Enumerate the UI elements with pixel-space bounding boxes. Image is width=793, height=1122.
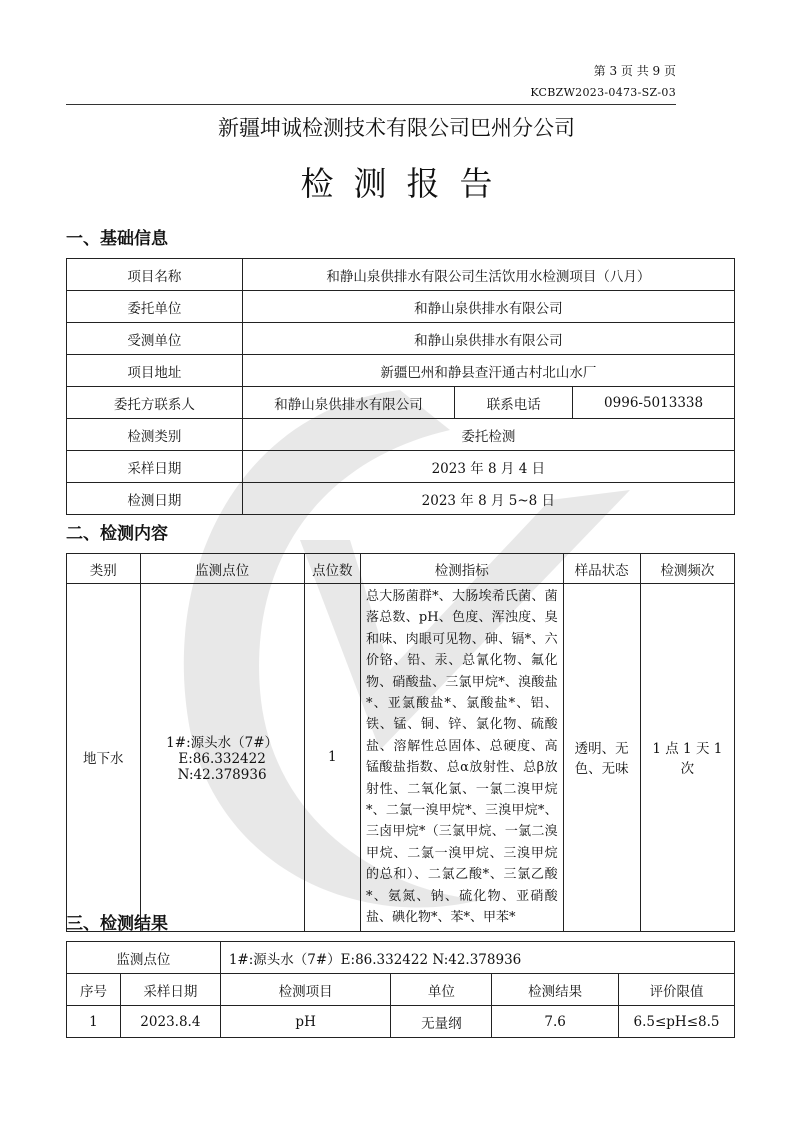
table-row bbox=[67, 942, 735, 974]
result-unit: 无量纲 bbox=[391, 1006, 492, 1038]
test-date-value: 2023 年 8 月 5~8 日 bbox=[242, 483, 734, 515]
tested-unit-label: 受测单位 bbox=[67, 323, 243, 355]
table-row bbox=[67, 387, 735, 419]
table-header-row bbox=[67, 974, 735, 1006]
header-frequency: 检测频次 bbox=[640, 554, 734, 584]
table-row bbox=[67, 451, 735, 483]
result-no: 1 bbox=[67, 1006, 121, 1038]
section2-title: 二、检测内容 bbox=[66, 524, 168, 544]
sample-state-cell: 透明、无色、无味 bbox=[563, 584, 640, 932]
table-row bbox=[67, 584, 735, 932]
header-sample-state: 样品状态 bbox=[563, 554, 640, 584]
test-date-label: 检测日期 bbox=[67, 483, 243, 515]
basic-info-table bbox=[66, 258, 735, 515]
table-row bbox=[67, 1006, 735, 1038]
sample-date-label: 采样日期 bbox=[67, 451, 243, 483]
header-item: 检测项目 bbox=[220, 974, 391, 1006]
page-number: 第 3 页 共 9 页 bbox=[593, 64, 676, 78]
header-result: 检测结果 bbox=[492, 974, 619, 1006]
address-value: 新疆巴州和静县查汗通古村北山水厂 bbox=[242, 355, 734, 387]
sample-date-value: 2023 年 8 月 4 日 bbox=[242, 451, 734, 483]
address-label: 项目地址 bbox=[67, 355, 243, 387]
point-value: 1#:源头水（7#）E:86.332422 N:42.378936 bbox=[220, 942, 734, 974]
test-results-table bbox=[66, 941, 735, 1038]
point-count-cell: 1 bbox=[304, 584, 360, 932]
table-row bbox=[67, 355, 735, 387]
header-no: 序号 bbox=[67, 974, 121, 1006]
company-name: 新疆坤诚检测技术有限公司巴州分公司 bbox=[218, 116, 575, 140]
project-name-label: 项目名称 bbox=[67, 259, 243, 291]
point-line: 1#:源头水（7#） bbox=[166, 735, 279, 752]
point-label: 监测点位 bbox=[67, 942, 221, 974]
header-indicators: 检测指标 bbox=[360, 554, 563, 584]
contact-value: 和静山泉供排水有限公司 bbox=[242, 387, 455, 419]
test-type-value: 委托检测 bbox=[242, 419, 734, 451]
project-name-value: 和静山泉供排水有限公司生活饮用水检测项目（八月） bbox=[242, 259, 734, 291]
client-value: 和静山泉供排水有限公司 bbox=[242, 291, 734, 323]
table-row bbox=[67, 419, 735, 451]
category-cell: 地下水 bbox=[67, 584, 141, 932]
header-limit: 评价限值 bbox=[619, 974, 735, 1006]
section1-title: 一、基础信息 bbox=[66, 229, 168, 249]
result-limit: 6.5≤pH≤8.5 bbox=[619, 1006, 735, 1038]
section3-title: 三、检测结果 bbox=[66, 914, 168, 934]
contact-label: 委托方联系人 bbox=[67, 387, 243, 419]
table-row bbox=[67, 483, 735, 515]
phone-value: 0996-5013338 bbox=[573, 387, 735, 419]
test-type-label: 检测类别 bbox=[67, 419, 243, 451]
point-cell bbox=[140, 584, 304, 932]
header-point: 监测点位 bbox=[140, 554, 304, 584]
point-line: E:86.332422 bbox=[178, 751, 266, 768]
header-category: 类别 bbox=[67, 554, 141, 584]
header-point-count: 点位数 bbox=[304, 554, 360, 584]
phone-label: 联系电话 bbox=[455, 387, 573, 419]
table-row bbox=[67, 323, 735, 355]
header-sample-date: 采样日期 bbox=[120, 974, 220, 1006]
header-unit: 单位 bbox=[391, 974, 492, 1006]
header-divider bbox=[66, 104, 676, 105]
test-content-table bbox=[66, 553, 735, 932]
table-row bbox=[67, 291, 735, 323]
tested-unit-value: 和静山泉供排水有限公司 bbox=[242, 323, 734, 355]
result-item: pH bbox=[220, 1006, 391, 1038]
table-row bbox=[67, 259, 735, 291]
table-header-row bbox=[67, 554, 735, 584]
result-value: 7.6 bbox=[492, 1006, 619, 1038]
result-date: 2023.8.4 bbox=[120, 1006, 220, 1038]
client-label: 委托单位 bbox=[67, 291, 243, 323]
indicators-cell: 总大肠菌群*、大肠埃希氏菌、菌落总数、pH、色度、浑浊度、臭和味、肉眼可见物、砷、镉*、六价铬、铅、汞、总氰化物、氟化物、硝酸盐、三氯甲烷*、溴酸盐*、亚氯酸盐*、氯酸盐*、铝、铁、锰、铜、锌、氯化物、硫酸盐、溶解性总固体、总硬度、高锰酸盐指数、总α放射性、总β放射性、二氧化氯、一氯二溴甲烷*、二氯一溴甲烷*、三溴甲烷*、三卤甲烷*（三氯甲烷、一氯二溴甲烷、二氯一溴甲烷、三溴甲烷的总和）、二氯乙酸*、三氯乙酸*、氨氮、钠、硫化物、亚硝酸盐、碘化物*、苯*、甲苯* bbox=[360, 584, 563, 932]
report-number: KCBZW2023-0473-SZ-03 bbox=[530, 86, 676, 99]
report-title: 检测报告 bbox=[300, 164, 513, 203]
frequency-cell: 1 点 1 天 1 次 bbox=[640, 584, 734, 932]
point-line: N:42.378936 bbox=[177, 767, 267, 784]
